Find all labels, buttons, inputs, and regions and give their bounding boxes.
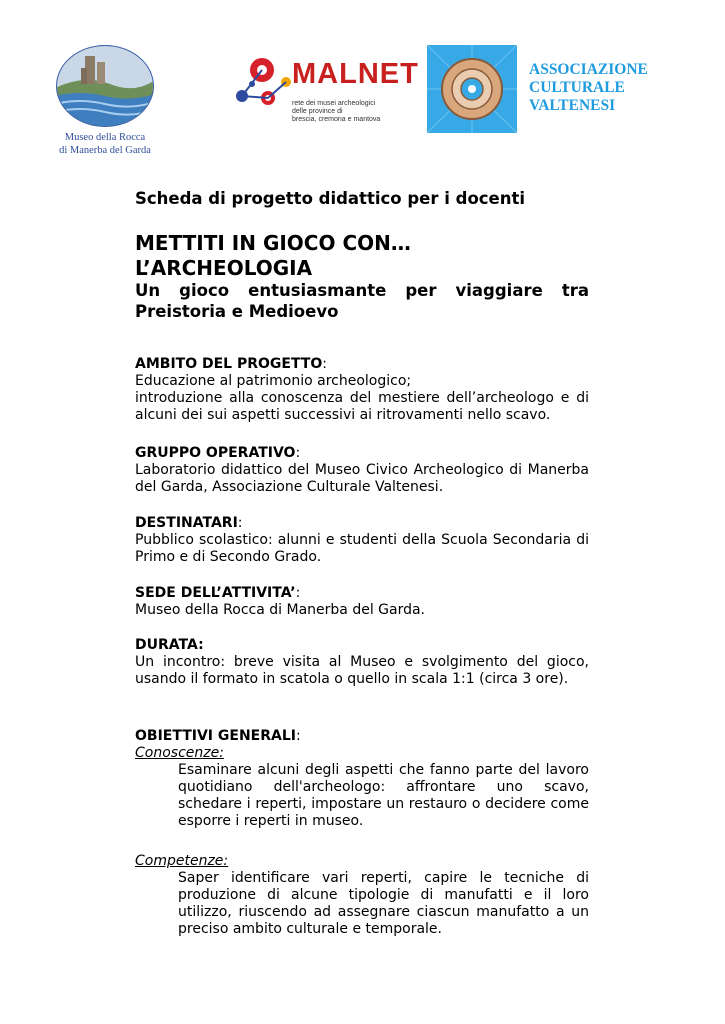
competenze-text: Saper identificare vari reperti, capire le tecniche di produzione di alcune tipologie di manufatti e il loro utilizzo, riuscendo ad assegnare ciascun manufatto a un preciso ambito culturale e temporale.: [178, 870, 589, 937]
section-destinatari: DESTINATARI: Pubblico scolastico: alunni e studenti della Scuola Secondaria di Primo e di Secondo Grado.: [135, 515, 589, 565]
section-heading: GRUPPO OPERATIVO: [135, 445, 296, 461]
malnet-sub-line: brescia, cremona e mantova: [292, 116, 381, 123]
acv-name-line: CULTURALE: [529, 79, 625, 96]
malnet-sub-line: rete dei musei archeologici: [292, 100, 376, 107]
section-text: introduzione alla conoscenza del mestiere dell’archeologo e di alcuni dei sui aspetti successivi ai ritrovamenti nello scavo.: [135, 390, 589, 423]
acv-logo: [427, 45, 667, 133]
document-tagline: Un gioco entusiasmante per viaggiare tra Preistoria e Medioevo: [135, 281, 589, 321]
competenze-label: Competenze:: [135, 853, 229, 869]
section-heading: SEDE DELL’ATTIVITA’: [135, 585, 296, 601]
museo-caption-line2: di Manerba del Garda: [59, 145, 151, 156]
acv-name: [529, 61, 648, 115]
section-text: Laboratorio didattico del Museo Civico Archeologico di Manerba del Garda, Associazione Culturale Valtenesi.: [135, 462, 589, 495]
museo-caption-line1: Museo della Rocca: [64, 132, 146, 143]
acv-name-line: ASSOCIAZIONE: [529, 61, 648, 78]
conoscenze-text: Esaminare alcuni degli aspetti che fanno parte del lavoro quotidiano dell'archeologo: affrontare uno scavo, schedare i reperti, impostare un restauro o decidere come esporre i reperti in museo.: [178, 762, 589, 829]
section-durata: [135, 637, 589, 688]
section-text: Un incontro: breve visita al Museo e svolgimento del gioco, usando il formato in scatola o quello in scala 1:1 (circa 3 ore).: [135, 654, 589, 687]
section-heading: DESTINATARI: [135, 515, 238, 531]
acv-emblem-icon: [427, 45, 517, 133]
acv-name-line: VALTENESI: [529, 97, 616, 114]
section-text: Pubblico scolastico: alunni e studenti della Scuola Secondaria di Primo e di Secondo Grado.: [135, 532, 589, 565]
section-heading: OBIETTIVI GENERALI: [135, 728, 296, 744]
section-obiettivi: OBIETTIVI GENERALI: Conoscenze: Esaminare alcuni degli aspetti che fanno parte del lavoro quotidiano dell'archeologo: affrontare uno scavo, schedare i reperti, impostare un restauro o decidere come esporre i reperti in museo.: [135, 728, 589, 829]
malnet-wordmark: MALNET: [292, 58, 419, 90]
section-gruppo: GRUPPO OPERATIVO: Laboratorio didattico del Museo Civico Archeologico di Manerba del Garda, Associazione Culturale Valtenesi.: [135, 445, 589, 495]
document-title: [135, 231, 411, 281]
section-ambito: AMBITO DEL PROGETTO: Educazione al patrimonio archeologico; introduzione alla conoscenza del mestiere dell’archeologo e di alcuni dei sui aspetti successivi ai ritrovamenti nello scavo.: [135, 356, 589, 423]
title-line1: METTITI IN GIOCO CON…: [135, 231, 411, 255]
section-text: Educazione al patrimonio archeologico;: [135, 373, 412, 389]
title-line2: L’ARCHEOLOGIA: [135, 256, 313, 280]
section-heading: AMBITO DEL PROGETTO: [135, 356, 323, 372]
malnet-sub-line: delle province di: [292, 108, 343, 115]
document-subtitle: Scheda di progetto didattico per i docenti: [135, 189, 526, 208]
conoscenze-label: Conoscenze:: [135, 745, 224, 761]
malnet-network-icon: [232, 54, 294, 114]
museo-rocca-logo: [46, 44, 164, 157]
section-sede: SEDE DELL’ATTIVITA’: Museo della Rocca di Manerba del Garda.: [135, 585, 589, 619]
malnet-subtitle: [292, 100, 380, 124]
rocca-castle-icon: [55, 44, 155, 128]
section-heading: DURATA:: [135, 637, 204, 653]
malnet-logo: [232, 52, 419, 132]
section-competenze: [135, 853, 589, 938]
section-text: Museo della Rocca di Manerba del Garda.: [135, 602, 426, 618]
